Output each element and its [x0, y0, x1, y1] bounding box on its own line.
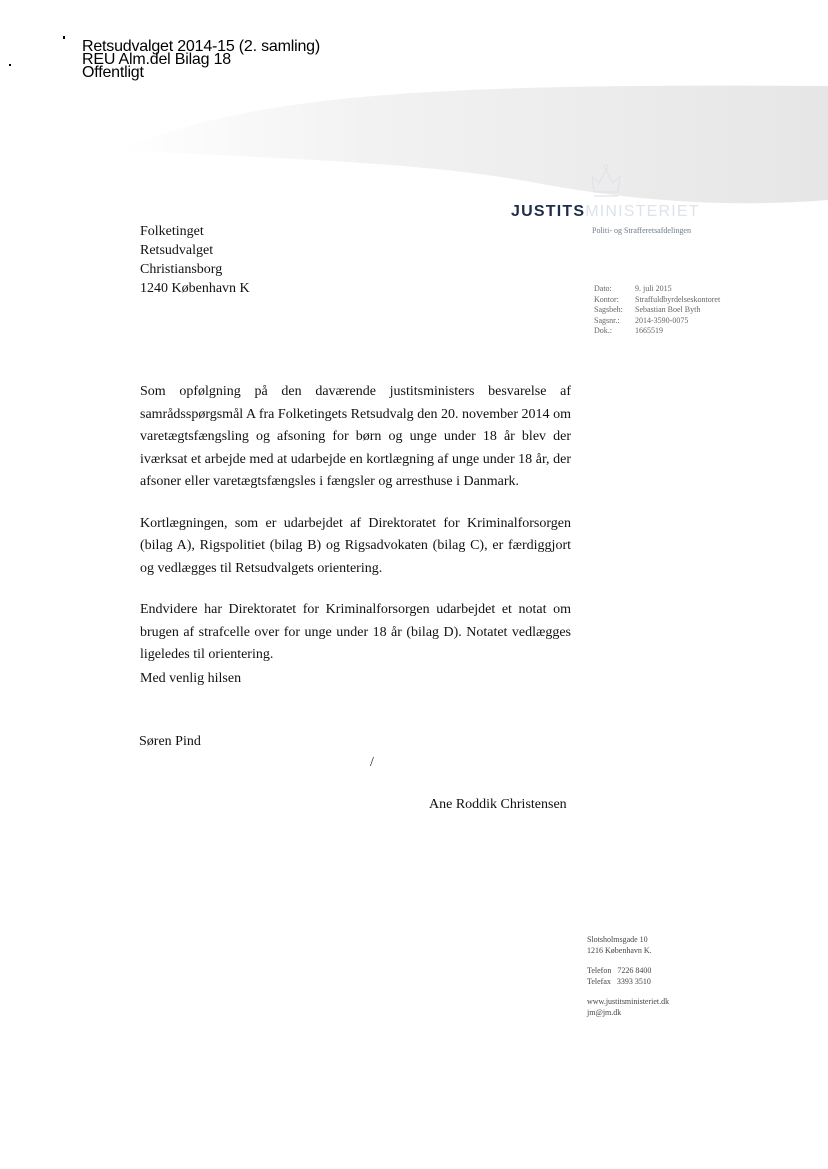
scan-speck — [9, 64, 11, 66]
meta-value: Straffuldbyrdelseskontoret — [635, 294, 721, 304]
meta-label: Dok.: — [594, 326, 612, 335]
footer-address-street: Slotsholmsgade 10 — [587, 935, 648, 944]
letterhead-swoosh — [0, 80, 828, 240]
department-name: Politi- og Strafferetsafdelingen — [592, 226, 691, 235]
crown-icon — [588, 162, 624, 202]
meta-value: Sebastian Boel Byth — [635, 305, 701, 314]
footer-email: jm@jm.dk — [587, 1008, 622, 1017]
letter-metadata — [594, 284, 720, 337]
letter-body — [140, 381, 571, 686]
signatory-official: Ane Roddik Christensen — [429, 797, 567, 812]
meta-row-caseworker — [594, 305, 720, 316]
footer-address-city: 1216 København K. — [587, 946, 652, 955]
recipient-line: Folketinget — [140, 224, 204, 239]
meta-value: 9. juli 2015 — [635, 284, 672, 293]
meta-row-document — [594, 326, 720, 337]
stamp-reference: REU Alm.del Bilag 18 — [82, 51, 231, 68]
body-paragraph: Kortlægningen, som er udarbejdet af Direktoratet for Kriminalforsorgen (bilag A), Rigspolitiet (bilag B) og Rigsadvokaten (bilag C), er færdiggjort og vedlægges til Retsudvalgets orientering. — [140, 515, 571, 576]
signature-separator: / — [370, 755, 374, 770]
meta-value: 2014-3590-0075 — [635, 315, 689, 325]
recipient-line: Christiansborg — [140, 262, 223, 277]
recipient-address — [140, 222, 250, 298]
stamp-committee: Retsudvalget 2014-15 (2. samling) — [82, 38, 320, 55]
body-paragraph: Som opfølgning på den daværende justitsministers besvarelse af samrådsspørgsmål A fra Folketingets Retsudvalg den 20. november 2014 om varetægtsfængsling og afsoning for børn og unge under 18 år blev der iværksat et arbejde med at udarbejde en kortlægning af unge under 18 år, der afsoner eller varetægtsfængsles i fængsler og arresthuse i Danmark. — [140, 384, 571, 489]
logo-justits: JUSTITS — [511, 203, 586, 220]
meta-label: Dato: — [594, 284, 612, 293]
recipient-line: Retsudvalget — [140, 243, 214, 258]
closing-greeting: Med venlig hilsen — [140, 671, 242, 686]
meta-label: Sagsbeh: — [594, 305, 623, 314]
body-paragraph: Endvidere har Direktoratet for Kriminalforsorgen udarbejdet et notat om brugen af strafcelle over for unge under 18 år (bilag D). Notatet vedlægges ligeledes til orientering. — [140, 602, 571, 662]
footer-fax: Telefax 3393 3510 — [587, 977, 651, 986]
recipient-line: 1240 København K — [140, 281, 250, 296]
meta-row-office — [594, 295, 720, 306]
meta-label: Kontor: — [594, 294, 619, 304]
meta-value: 1665519 — [635, 326, 663, 335]
stamp-status: Offentligt — [82, 64, 144, 81]
logo-ministeriet: MINISTERIET — [585, 203, 700, 220]
footer-phone: Telefon 7226 8400 — [587, 966, 652, 975]
document-stamp — [82, 40, 320, 79]
footer-website: www.justitsministeriet.dk — [587, 997, 670, 1006]
meta-row-case-number — [594, 316, 720, 327]
signatory-minister: Søren Pind — [139, 734, 201, 749]
ministry-logo — [511, 203, 700, 221]
meta-label: Sagsnr.: — [594, 315, 620, 325]
scan-speck — [63, 36, 65, 39]
contact-footer — [587, 934, 669, 1018]
meta-row-date — [594, 284, 720, 295]
